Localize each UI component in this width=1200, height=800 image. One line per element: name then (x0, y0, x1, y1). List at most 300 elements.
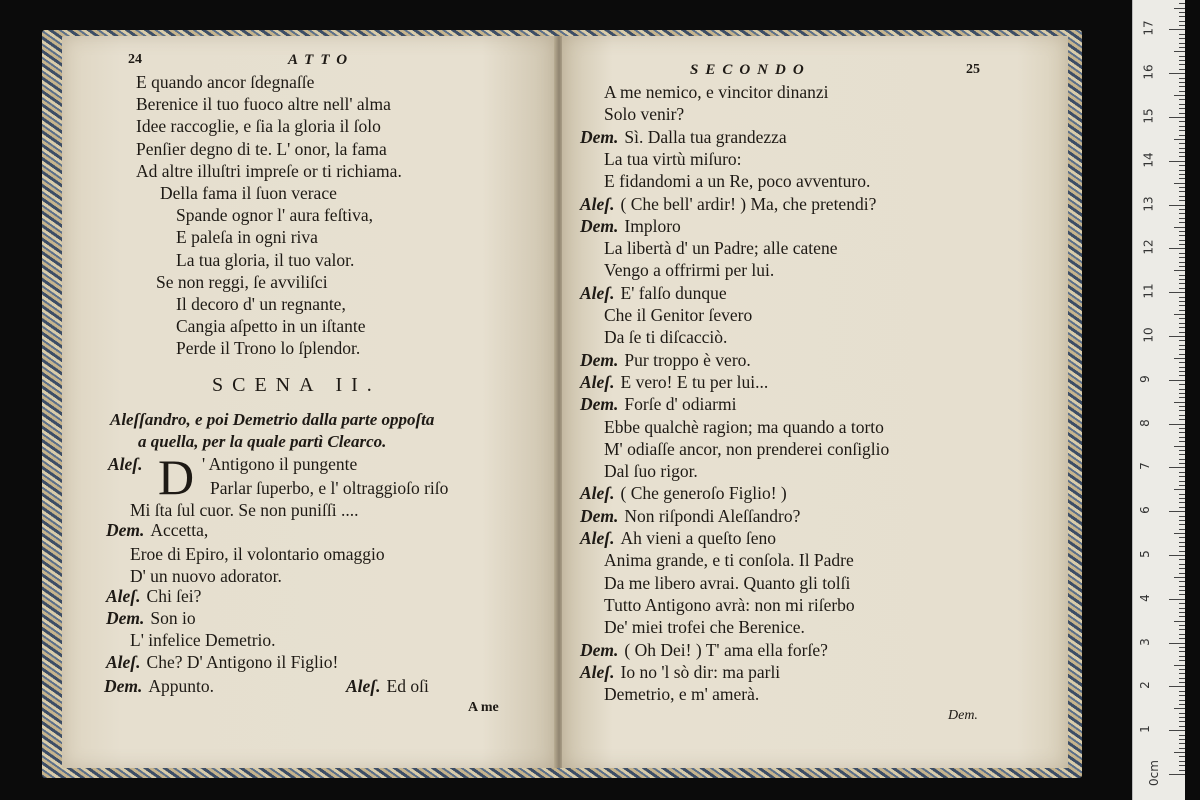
dialogue-text: Non riſpondi Aleſſandro? (624, 505, 801, 526)
text-line (130, 500, 358, 520)
speaker-label: Dem. (580, 126, 619, 147)
ruler-tick (1179, 165, 1185, 166)
ruler-tick (1179, 546, 1185, 547)
ruler-tick (1169, 686, 1185, 687)
ruler-tick (1179, 700, 1185, 701)
ruler-tick (1179, 428, 1185, 429)
text-line: E quando ancor ſdegnaſſe (136, 72, 315, 92)
ruler-tick (1174, 51, 1185, 52)
text-line (580, 506, 800, 526)
ruler-tick (1179, 288, 1185, 289)
ruler-tick (1179, 47, 1185, 48)
dialogue-text: Forſe d' odiarmi (624, 394, 737, 415)
ruler-label: 4 (1137, 593, 1152, 602)
right-page-number: 25 (966, 62, 980, 77)
ruler-tick (1179, 481, 1185, 482)
speaker-label: Aleſ. (106, 652, 141, 672)
ruler-tick (1179, 669, 1185, 670)
dialogue-text: E vero! E tu per lui... (620, 371, 769, 392)
ruler-tick (1179, 612, 1185, 613)
text-line: Cangia aſpetto in un iſtante (176, 316, 366, 337)
ruler-tick (1169, 292, 1185, 293)
text-line (580, 194, 876, 214)
text-line (580, 483, 787, 503)
ruler-tick (1179, 113, 1185, 114)
dialogue-text: Demetrio, e m' amerà. (604, 684, 760, 705)
ruler-tick (1179, 332, 1185, 333)
ruler-tick (1174, 489, 1185, 490)
right-catchword: Dem. (948, 708, 978, 723)
dialogue-text: Accetta, (150, 520, 209, 540)
ruler-tick (1179, 743, 1185, 744)
ruler-tick (1179, 735, 1185, 736)
ruler-tick (1179, 581, 1185, 582)
text-line: Spande ognor l' aura feſtiva, (176, 205, 374, 226)
ruler-tick (1179, 34, 1185, 35)
ruler-tick (1169, 161, 1185, 162)
ruler-tick (1179, 629, 1185, 630)
ruler-tick (1169, 29, 1185, 30)
dialogue-text: Parlar ſuperbo, e l' oltraggioſo riſo (210, 478, 449, 498)
text-line (130, 566, 282, 586)
ruler-tick (1179, 765, 1185, 766)
ruler-tick (1174, 708, 1185, 709)
ruler-tick (1179, 218, 1185, 219)
ruler-tick (1169, 643, 1185, 644)
ruler-tick (1179, 542, 1185, 543)
ruler-tick (1179, 130, 1185, 131)
dialogue-text: Dal ſuo rigor. (604, 461, 698, 482)
ruler-tick (1179, 354, 1185, 355)
ruler-tick (1179, 240, 1185, 241)
ruler-tick (1179, 573, 1185, 574)
ruler-tick (1179, 651, 1185, 652)
dialogue-text: Sì. Dalla tua grandezza (624, 126, 787, 147)
ruler-tick (1179, 704, 1185, 705)
ruler-label: 17 (1141, 20, 1156, 37)
ruler-tick (1179, 520, 1185, 521)
ruler-tick (1179, 459, 1185, 460)
left-page-number: 24 (128, 52, 142, 67)
ruler-tick (1179, 770, 1185, 771)
ruler-label: 13 (1141, 195, 1156, 212)
ruler-tick (1179, 590, 1185, 591)
ruler-tick (1169, 599, 1185, 600)
ruler-tick (1179, 463, 1185, 464)
ruler-tick (1179, 310, 1185, 311)
text-line (604, 595, 855, 615)
ruler-tick (1179, 191, 1185, 192)
ruler-tick (1179, 21, 1185, 22)
ruler-tick (1179, 524, 1185, 525)
text-line: Berenice il tuo fuoco altre nell' alma (136, 94, 391, 115)
ruler-tick (1179, 761, 1185, 762)
stage-direction: Aleſſandro, e poi Demetrio dalla parte oppoſta (110, 410, 435, 429)
ruler-tick (1179, 262, 1185, 263)
ruler-label: 9 (1137, 374, 1152, 383)
ruler-tick (1179, 454, 1185, 455)
ruler-tick (1179, 586, 1185, 587)
ruler-tick (1179, 305, 1185, 306)
speaker-label: Aleſ. (346, 676, 381, 696)
ruler-tick (1174, 665, 1185, 666)
ruler-tick (1179, 726, 1185, 727)
dialogue-text: Chi ſei? (146, 586, 202, 606)
ruler-tick (1179, 375, 1185, 376)
ruler-tick (1179, 3, 1185, 4)
ruler-tick (1179, 748, 1185, 749)
ruler-tick (1179, 472, 1185, 473)
ruler-tick (1179, 603, 1185, 604)
ruler-tick (1179, 441, 1185, 442)
speaker-label: Aleſ. (580, 282, 615, 303)
ruler-tick (1179, 86, 1185, 87)
ruler-tick (1179, 231, 1185, 232)
text-line (108, 454, 149, 474)
text-line (106, 586, 201, 606)
speaker-label: Aleſ. (580, 661, 615, 682)
ruler-tick (1179, 253, 1185, 254)
ruler-tick (1179, 450, 1185, 451)
ruler-tick (1179, 384, 1185, 385)
dialogue-text: Appunto. (148, 676, 215, 696)
ruler-tick (1179, 108, 1185, 109)
left-catchword: A me (468, 700, 499, 715)
ruler-tick (1179, 638, 1185, 639)
text-line (604, 327, 727, 347)
ruler-tick (1179, 318, 1185, 319)
ruler-tick (1174, 95, 1185, 96)
ruler-tick (1179, 200, 1185, 201)
drop-cap: D (158, 449, 195, 505)
text-line (580, 640, 828, 660)
ruler-tick (1179, 673, 1185, 674)
ruler-label: 8 (1137, 418, 1152, 427)
ruler-tick (1179, 69, 1185, 70)
text-line (104, 676, 214, 696)
ruler-label: 16 (1141, 64, 1156, 80)
ruler-tick (1169, 467, 1185, 468)
ruler-tick (1179, 371, 1185, 372)
ruler-tick (1174, 183, 1185, 184)
ruler-tick (1169, 424, 1185, 425)
left-running-head: ATTO (288, 52, 355, 68)
ruler-tick (1174, 446, 1185, 447)
text-line (604, 573, 850, 593)
text-line (580, 127, 787, 147)
text-line (604, 171, 870, 191)
dialogue-text: Anima grande, e ti conſola. Il Padre (604, 550, 854, 571)
measurement-ruler (1132, 0, 1185, 800)
ruler-tick (1179, 143, 1185, 144)
text-line: E paleſa in ogni riva (176, 227, 318, 248)
ruler-tick (1169, 248, 1185, 249)
ruler-label: 3 (1137, 637, 1152, 646)
ruler-tick (1169, 730, 1185, 731)
speaker-label: Dem. (580, 215, 619, 236)
text-line (604, 82, 829, 102)
ruler-tick (1179, 568, 1185, 569)
ruler-tick (1179, 279, 1185, 280)
text-line (130, 630, 276, 650)
text-line (106, 520, 208, 540)
speaker-label: Dem. (580, 505, 619, 526)
ruler-tick (1179, 393, 1185, 394)
ruler-tick (1179, 389, 1185, 390)
ruler-tick (1179, 432, 1185, 433)
ruler-tick (1179, 82, 1185, 83)
ruler-tick (1179, 174, 1185, 175)
ruler-label: 7 (1137, 462, 1152, 471)
ruler-tick (1179, 656, 1185, 657)
ruler-tick (1179, 60, 1185, 61)
ruler-tick (1179, 625, 1185, 626)
dialogue-text: ' Antigono il pungente (202, 454, 358, 474)
ruler-tick (1179, 559, 1185, 560)
ruler-tick (1179, 410, 1185, 411)
speaker-label: Aleſ. (106, 586, 141, 606)
text-line (604, 684, 759, 704)
ruler-label: 10 (1141, 327, 1156, 343)
dialogue-text: ( Che generoſo Figlio! ) (620, 483, 787, 504)
dialogue-text: Ah vieni a queſto ſeno (620, 528, 777, 548)
ruler-tick (1169, 205, 1185, 206)
ruler-tick (1174, 8, 1185, 9)
ruler-tick (1179, 756, 1185, 757)
ruler-tick (1179, 594, 1185, 595)
text-line (604, 617, 805, 637)
ruler-tick (1179, 340, 1185, 341)
ruler-tick (1179, 56, 1185, 57)
ruler-tick (1174, 227, 1185, 228)
ruler-tick (1179, 502, 1185, 503)
ruler-tick (1179, 537, 1185, 538)
ruler-tick (1179, 406, 1185, 407)
ruler-tick (1179, 415, 1185, 416)
ruler-label: 5 (1137, 550, 1152, 558)
ruler-tick (1179, 678, 1185, 679)
ruler-tick (1174, 533, 1185, 534)
ruler-tick (1179, 121, 1185, 122)
dialogue-text: Io no 'l sò dir: ma parli (620, 661, 781, 682)
text-line (210, 478, 448, 498)
ruler-tick (1179, 38, 1185, 39)
dialogue-text: Tutto Antigono avrà: non mi riſerbo (604, 594, 855, 615)
ruler-tick (1179, 362, 1185, 363)
ruler-tick (1179, 196, 1185, 197)
ruler-tick (1179, 104, 1185, 105)
text-line: Perde il Trono lo ſplendor. (176, 338, 361, 359)
ruler-tick (1179, 222, 1185, 223)
ruler-tick (1169, 73, 1185, 74)
ruler-tick (1179, 213, 1185, 214)
ruler-tick (1179, 516, 1185, 517)
ruler-tick (1179, 721, 1185, 722)
ruler-tick (1179, 78, 1185, 79)
text-line: Penſier degno di te. L' onor, la fama (136, 138, 387, 159)
ruler-tick (1179, 507, 1185, 508)
ruler-tick (1174, 314, 1185, 315)
ruler-tick (1174, 621, 1185, 622)
ruler-label: 12 (1141, 239, 1156, 256)
text-line: Se non reggi, ſe avviliſci (156, 271, 328, 292)
ruler-tick (1179, 397, 1185, 398)
text-line: Ad altre illuſtri impreſe or ti richiama. (136, 160, 402, 181)
right-running-head: SECONDO (690, 62, 811, 78)
text-line (604, 461, 698, 481)
ruler-label: 6 (1137, 506, 1152, 515)
ruler-label: 1 (1137, 725, 1152, 734)
ruler-tick (1174, 577, 1185, 578)
ruler-tick (1179, 178, 1185, 179)
text-line (580, 528, 776, 548)
ruler-tick (1179, 634, 1185, 635)
ruler-tick (1179, 12, 1185, 13)
ruler-tick (1179, 494, 1185, 495)
ruler-tick (1179, 682, 1185, 683)
ruler-tick (1179, 156, 1185, 157)
ruler-tick (1179, 349, 1185, 350)
ruler-tick (1179, 170, 1185, 171)
text-line (106, 608, 196, 628)
ruler-tick (1179, 616, 1185, 617)
ruler-tick (1179, 695, 1185, 696)
text-line (346, 676, 429, 696)
dialogue-text: Che? D' Antigono il Figlio! (146, 652, 339, 672)
dialogue-text: Ed oſi (386, 676, 429, 696)
stage-direction-cont: a quella, per la quale partì Clearco. (138, 432, 387, 451)
ruler-tick (1179, 345, 1185, 346)
ruler-tick (1179, 498, 1185, 499)
ruler-tick (1169, 336, 1185, 337)
dialogue-text: Pur troppo è vero. (624, 349, 751, 370)
ruler-tick (1169, 117, 1185, 118)
ruler-tick (1179, 564, 1185, 565)
dialogue-text: ( Oh Dei! ) T' ama ella forſe? (624, 639, 828, 660)
ruler-tick (1179, 739, 1185, 740)
dialogue-text: A me nemico, e vincitor dinanzi (604, 82, 829, 102)
speaker-label: Dem. (106, 520, 145, 540)
ruler-tick (1179, 647, 1185, 648)
ruler-tick (1179, 485, 1185, 486)
text-line (604, 417, 884, 437)
ruler-tick (1179, 244, 1185, 245)
ruler-tick (1179, 551, 1185, 552)
text-line (604, 149, 742, 169)
ruler-tick (1179, 148, 1185, 149)
dialogue-text: D' un nuovo adorator. (130, 566, 282, 586)
speaker-label: Dem. (106, 608, 145, 628)
ruler-tick (1179, 91, 1185, 92)
text-line (580, 216, 681, 236)
ruler-tick (1179, 419, 1185, 420)
ruler-tick (1174, 139, 1185, 140)
ruler-tick (1179, 135, 1185, 136)
text-line (580, 662, 780, 682)
ruler-label: 2 (1137, 681, 1152, 690)
text-line (580, 350, 751, 370)
dialogue-text: Solo venir? (604, 104, 685, 125)
dialogue-text: Eroe di Epiro, il volontario omaggio (130, 544, 385, 564)
text-line: Idee raccoglie, e ſia la gloria il ſolo (136, 116, 381, 137)
ruler-label: 11 (1141, 283, 1156, 299)
text-line (580, 394, 736, 414)
text-line (580, 283, 727, 303)
dialogue-text: Imploro (624, 215, 681, 236)
ruler-tick (1169, 511, 1185, 512)
text-line (130, 544, 385, 564)
ruler-tick (1174, 270, 1185, 271)
dialogue-text: E' falſo dunque (620, 282, 727, 303)
dialogue-text: La tua virtù miſuro: (604, 148, 742, 169)
text-line (604, 260, 774, 280)
dialogue-text: ( Che bell' ardir! ) Ma, che pretendi? (620, 193, 877, 214)
dialogue-text: Son io (150, 608, 196, 628)
speaker-label: Dem. (580, 639, 619, 660)
ruler-tick (1179, 608, 1185, 609)
ruler-tick (1179, 367, 1185, 368)
text-line: Della fama il ſuon verace (160, 183, 337, 203)
ruler-tick (1179, 43, 1185, 44)
speaker-label: Dem. (580, 394, 619, 415)
ruler-tick (1179, 126, 1185, 127)
ruler-tick (1179, 283, 1185, 284)
ruler-tick (1179, 301, 1185, 302)
dialogue-text: Da ſe ti diſcacciò. (604, 327, 728, 348)
ruler-tick (1174, 358, 1185, 359)
ruler-tick (1169, 774, 1185, 775)
ruler-tick (1179, 323, 1185, 324)
ruler-tick (1179, 691, 1185, 692)
text-line (604, 550, 854, 570)
speaker-label: Aleſ. (108, 454, 143, 474)
speaker-label: Aleſ. (580, 528, 615, 548)
ruler-tick (1179, 275, 1185, 276)
ruler-tick (1179, 437, 1185, 438)
text-line (604, 238, 837, 258)
ruler-tick (1179, 152, 1185, 153)
text-line (604, 305, 752, 325)
dialogue-text: L' infelice Demetrio. (130, 630, 276, 650)
ruler-tick (1179, 713, 1185, 714)
ruler-tick (1169, 380, 1185, 381)
ruler-tick (1179, 529, 1185, 530)
speaker-label: Dem. (104, 676, 143, 696)
ruler-tick (1179, 209, 1185, 210)
ruler-tick (1179, 257, 1185, 258)
scena-title: SCENA II. (212, 374, 381, 396)
text-line (580, 372, 768, 392)
text-line (604, 104, 684, 124)
dialogue-text: Da me libero avrai. Quanto gli tolſi (604, 572, 851, 593)
dialogue-text: E fidandomi a un Re, poco avventuro. (604, 171, 871, 192)
text-line (604, 439, 889, 459)
dialogue-text: La libertà d' un Padre; alle catene (604, 238, 838, 259)
speaker-label: Aleſ. (580, 193, 615, 214)
text-line: La tua gloria, il tuo valor. (176, 249, 355, 270)
ruler-tick (1179, 717, 1185, 718)
ruler-tick (1179, 476, 1185, 477)
ruler-tick (1179, 99, 1185, 100)
ruler-tick (1179, 235, 1185, 236)
ruler-tick (1179, 297, 1185, 298)
ruler-tick (1179, 16, 1185, 17)
dialogue-text: M' odiaſſe ancor, non prenderei conſiglio (604, 438, 890, 459)
ruler-tick (1179, 266, 1185, 267)
ruler-tick (1179, 25, 1185, 26)
dialogue-text: Ebbe qualchè ragion; ma quando a torto (604, 416, 884, 437)
ruler-label: 15 (1141, 108, 1156, 124)
